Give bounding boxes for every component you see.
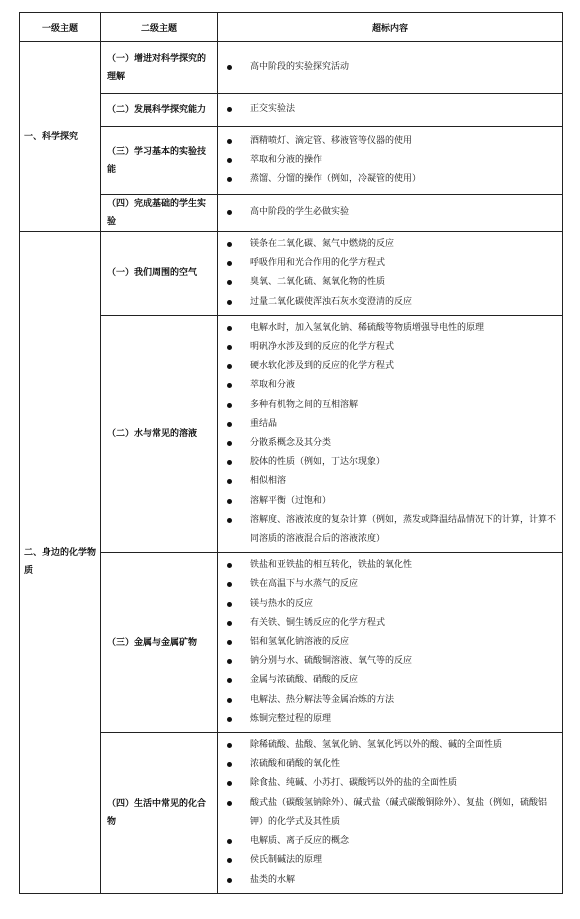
list-item: 过量二氧化碳使浑浊石灰水变澄清的反应 xyxy=(218,293,558,312)
list-item: 酸式盐（碳酸氢钠除外）、碱式盐（碱式碳酸铜除外）、复盐（例如，硫酸铝钾）的化学式及其性质 xyxy=(218,794,558,832)
list-item: 镁条在二氧化碳、氮气中燃烧的反应 xyxy=(218,235,558,254)
content-list xyxy=(218,319,558,549)
list-item: 分散系概念及其分类 xyxy=(218,434,558,453)
list-item: 铝和氢氧化钠溶液的反应 xyxy=(218,633,558,652)
content-cell xyxy=(218,94,563,127)
list-item: 溶解度、溶液浓度的复杂计算（例如，蒸发或降温结晶情况下的计算，计算不同溶质的溶液混合后的溶液浓度） xyxy=(218,511,558,549)
list-item: 高中阶段的实验探究活动 xyxy=(218,58,558,77)
list-item: 有关铁、铜生锈反应的化学方程式 xyxy=(218,614,558,633)
level2-topic: （二）发展科学探究能力 xyxy=(101,94,218,127)
content-cell xyxy=(218,733,563,894)
list-item: 铁盐和亚铁盐的相互转化，铁盐的氧化性 xyxy=(218,556,558,575)
list-item: 盐类的水解 xyxy=(218,871,558,890)
list-item: 炼铜完整过程的原理 xyxy=(218,710,558,729)
level2-topic: （四）完成基础的学生实验 xyxy=(101,195,218,232)
content-cell xyxy=(218,127,563,195)
level2-topic: （一）增进对科学探究的理解 xyxy=(101,42,218,94)
content-list xyxy=(218,235,558,312)
content-cell xyxy=(218,195,563,232)
list-item: 金属与浓硫酸、硝酸的反应 xyxy=(218,671,558,690)
content-list xyxy=(218,736,558,890)
list-item: 浓硫酸和硝酸的氧化性 xyxy=(218,755,558,774)
level2-topic: （三）金属与金属矿物 xyxy=(101,553,218,733)
list-item: 萃取和分液的操作 xyxy=(218,151,558,170)
level1-topic: 二、身边的化学物质 xyxy=(20,232,101,894)
list-item: 蒸馏、分馏的操作（例如，冷凝管的使用） xyxy=(218,170,558,189)
list-item: 硬水软化涉及到的反应的化学方程式 xyxy=(218,357,558,376)
content-cell xyxy=(218,553,563,733)
list-item: 侯氏制碱法的原理 xyxy=(218,851,558,870)
list-item: 多种有机物之间的互相溶解 xyxy=(218,396,558,415)
content-list xyxy=(218,132,558,190)
list-item: 镁与热水的反应 xyxy=(218,595,558,614)
table-row xyxy=(20,315,563,552)
list-item: 酒精喷灯、滴定管、移液管等仪器的使用 xyxy=(218,132,558,151)
table-row xyxy=(20,733,563,894)
list-item: 除食盐、纯碱、小苏打、碳酸钙以外的盐的全面性质 xyxy=(218,774,558,793)
header-content: 超标内容 xyxy=(218,13,563,42)
list-item: 正交实验法 xyxy=(218,100,558,119)
table-row xyxy=(20,94,563,127)
table-row xyxy=(20,232,563,316)
list-item: 重结晶 xyxy=(218,415,558,434)
list-item: 电解法、热分解法等金属冶炼的方法 xyxy=(218,691,558,710)
table-body xyxy=(20,42,563,894)
level2-topic: （四）生活中常见的化合物 xyxy=(101,733,218,894)
list-item: 萃取和分液 xyxy=(218,376,558,395)
header-level2: 二级主题 xyxy=(101,13,218,42)
content-list xyxy=(218,100,558,119)
list-item: 电解质、离子反应的概念 xyxy=(218,832,558,851)
list-item: 电解水时，加入氢氧化钠、稀硫酸等物质增强导电性的原理 xyxy=(218,319,558,338)
content-list xyxy=(218,203,558,222)
level1-topic: 一、科学探究 xyxy=(20,42,101,232)
level2-topic: （二）水与常见的溶液 xyxy=(101,315,218,552)
list-item: 高中阶段的学生必做实验 xyxy=(218,203,558,222)
list-item: 溶解平衡（过饱和） xyxy=(218,492,558,511)
header-level1: 一级主题 xyxy=(20,13,101,42)
list-item: 铁在高温下与水蒸气的反应 xyxy=(218,575,558,594)
content-cell xyxy=(218,315,563,552)
table-row xyxy=(20,195,563,232)
table-row xyxy=(20,127,563,195)
list-item: 胶体的性质（例如，丁达尔现象） xyxy=(218,453,558,472)
level2-topic: （一）我们周围的空气 xyxy=(101,232,218,316)
content-cell xyxy=(218,232,563,316)
list-item: 除稀硫酸、盐酸、氢氧化钠、氢氧化钙以外的酸、碱的全面性质 xyxy=(218,736,558,755)
list-item: 钠分别与水、硫酸铜溶液、氧气等的反应 xyxy=(218,652,558,671)
table-row xyxy=(20,553,563,733)
list-item: 相似相溶 xyxy=(218,472,558,491)
header-row xyxy=(20,13,563,42)
list-item: 明矾净水涉及到的反应的化学方程式 xyxy=(218,338,558,357)
table-row xyxy=(20,42,563,94)
level2-topic: （三）学习基本的实验技能 xyxy=(101,127,218,195)
list-item: 臭氧、二氧化硫、氮氧化物的性质 xyxy=(218,273,558,292)
content-list xyxy=(218,58,558,77)
content-cell xyxy=(218,42,563,94)
content-list xyxy=(218,556,558,729)
list-item: 呼吸作用和光合作用的化学方程式 xyxy=(218,254,558,273)
curriculum-table xyxy=(19,12,563,894)
